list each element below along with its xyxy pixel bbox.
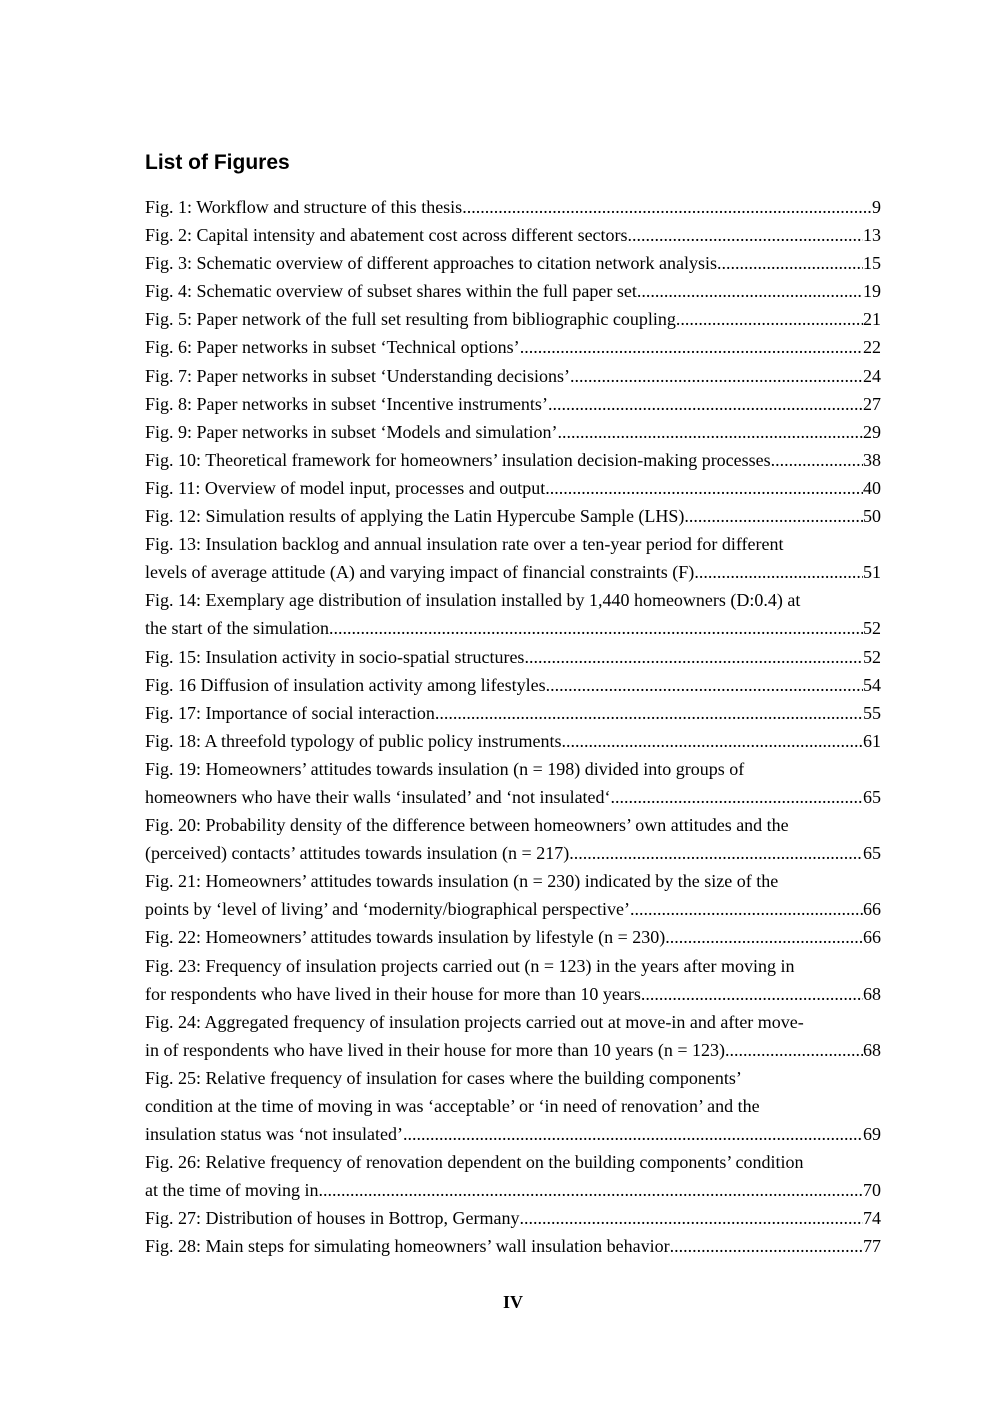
toc-entry-line: [145, 474, 881, 502]
toc-entry-text: Fig. 3: Schematic overview of different approaches to citation network analysis: [145, 253, 718, 274]
toc-page-number: 24: [863, 365, 881, 386]
dot-leader: [545, 474, 863, 502]
toc-page-number: 70: [863, 1180, 881, 1201]
toc-entry-text: Fig. 18: A threefold typology of public policy instruments: [145, 730, 562, 751]
list-of-figures: [145, 193, 881, 1261]
toc-entry-text: Fig. 23: Frequency of insulation projects carried out (n = 123) in the years after moving in: [145, 955, 795, 976]
toc-entry: [145, 923, 881, 951]
toc-page-number: 51: [863, 562, 881, 583]
toc-entry-line: [145, 1232, 881, 1260]
toc-entry: [145, 277, 881, 305]
toc-entry-line: [145, 1008, 881, 1036]
toc-entry-text: in of respondents who have lived in their house for more than 10 years (n = 123): [145, 1039, 726, 1060]
toc-entry-text: Fig. 5: Paper network of the full set resulting from bibliographic coupling: [145, 309, 676, 330]
toc-entry-line: [145, 783, 881, 811]
toc-entry-text: Fig. 2: Capital intensity and abatement cost across different sectors: [145, 225, 628, 246]
toc-entry-line: [145, 867, 881, 895]
toc-page-number: 65: [863, 786, 881, 807]
dot-leader: [520, 333, 863, 361]
toc-entry: [145, 755, 881, 811]
toc-entry: [145, 502, 881, 530]
dot-leader: [557, 418, 863, 446]
toc-page-number: 69: [863, 1124, 881, 1145]
toc-entry-line: [145, 839, 881, 867]
toc-entry-text: Fig. 27: Distribution of houses in Bottrop, Germany: [145, 1208, 520, 1229]
dot-leader: [570, 362, 863, 390]
toc-page-number: 9: [872, 197, 881, 217]
toc-page-number: 52: [863, 618, 881, 639]
toc-entry-text: Fig. 20: Probability density of the difference between homeowners’ own attitudes and the: [145, 815, 789, 836]
toc-entry: [145, 952, 881, 1008]
toc-page-number: 54: [863, 674, 881, 695]
toc-entry-text: Fig. 14: Exemplary age distribution of insulation installed by 1,440 homeowners (D:0.4) at: [145, 590, 801, 611]
toc-entry-text: Fig. 10: Theoretical framework for homeowners’ insulation decision-making processes: [145, 449, 771, 470]
toc-entry-line: [145, 586, 881, 614]
toc-entry-text: Fig. 28: Main steps for simulating homeowners’ wall insulation behavior: [145, 1236, 670, 1257]
toc-entry: [145, 699, 881, 727]
dot-leader: [435, 699, 863, 727]
toc-entry: [145, 418, 881, 446]
toc-entry-text: Fig. 12: Simulation results of applying the Latin Hypercube Sample (LHS): [145, 506, 685, 527]
toc-entry-text: Fig. 4: Schematic overview of subset shares within the full paper set: [145, 281, 637, 302]
toc-page-number: 50: [863, 506, 881, 527]
toc-page-number: 74: [863, 1208, 881, 1229]
toc-entry-text: Fig. 26: Relative frequency of renovation dependent on the building components’ condition: [145, 1152, 804, 1173]
toc-entry-line: [145, 446, 881, 474]
toc-page-number: 66: [863, 927, 881, 948]
toc-entry-text: Fig. 19: Homeowners’ attitudes towards insulation (n = 198) divided into groups of: [145, 758, 745, 779]
toc-entry: [145, 333, 881, 361]
toc-entry-line: [145, 811, 881, 839]
toc-entry-text: insulation status was ‘not insulated’: [145, 1124, 403, 1145]
dot-leader: [318, 1176, 863, 1204]
toc-page-number: 22: [863, 337, 881, 358]
toc-page-number: 15: [863, 253, 881, 274]
toc-entry-line: [145, 1036, 881, 1064]
dot-leader: [725, 1036, 863, 1064]
toc-entry-text: for respondents who have lived in their house for more than 10 years: [145, 983, 641, 1004]
folio-page-number: IV: [502, 1292, 523, 1312]
toc-entry: [145, 362, 881, 390]
dot-leader: [462, 193, 872, 221]
toc-entry-line: [145, 1120, 881, 1148]
toc-entry-line: [145, 221, 881, 249]
toc-entry-line: [145, 1176, 881, 1204]
toc-page-number: 55: [863, 702, 881, 723]
toc-entry: [145, 671, 881, 699]
toc-entry-text: points by ‘level of living’ and ‘modernity/biographical perspective’: [145, 899, 631, 920]
toc-entry-line: [145, 193, 881, 221]
toc-entry-line: [145, 1064, 881, 1092]
page-title: List of Figures: [145, 151, 290, 174]
dot-leader: [676, 305, 863, 333]
toc-page-number: 27: [863, 393, 881, 414]
toc-entry-line: [145, 558, 881, 586]
dot-leader: [637, 277, 863, 305]
toc-entry-text: Fig. 24: Aggregated frequency of insulation projects carried out at move-in and after move-: [145, 1011, 804, 1032]
page-content: [145, 150, 881, 1261]
dot-leader: [569, 839, 863, 867]
toc-entry-text: Fig. 22: Homeowners’ attitudes towards insulation by lifestyle (n = 230): [145, 927, 666, 948]
toc-entry: [145, 1148, 881, 1204]
toc-page-number: 66: [863, 899, 881, 920]
toc-entry-line: [145, 980, 881, 1008]
toc-entry-line: [145, 249, 881, 277]
toc-page-number: 68: [863, 983, 881, 1004]
dot-leader: [665, 923, 863, 951]
toc-entry-line: [145, 362, 881, 390]
toc-entry-line: [145, 614, 881, 642]
toc-entry-text: Fig. 21: Homeowners’ attitudes towards insulation (n = 230) indicated by the size of the: [145, 871, 779, 892]
toc-entry-line: [145, 923, 881, 951]
dot-leader: [670, 1232, 863, 1260]
dot-leader: [717, 249, 863, 277]
toc-entry: [145, 643, 881, 671]
toc-entry-line: [145, 952, 881, 980]
toc-entry-line: [145, 333, 881, 361]
toc-page-number: 29: [863, 421, 881, 442]
dot-leader: [561, 727, 863, 755]
toc-entry: [145, 1204, 881, 1232]
toc-page-number: 21: [863, 309, 881, 330]
toc-entry-line: [145, 277, 881, 305]
dot-leader: [630, 895, 863, 923]
toc-page-number: 77: [863, 1236, 881, 1257]
toc-entry: [145, 474, 881, 502]
dot-leader: [694, 558, 863, 586]
toc-entry: [145, 811, 881, 867]
toc-entry: [145, 1008, 881, 1064]
toc-page-number: 40: [863, 477, 881, 498]
toc-entry-line: [145, 895, 881, 923]
dot-leader: [548, 390, 863, 418]
toc-entry-text: Fig. 8: Paper networks in subset ‘Incentive instruments’: [145, 393, 548, 414]
toc-entry: [145, 1232, 881, 1260]
toc-entry-line: [145, 755, 881, 783]
toc-entry-line: [145, 1148, 881, 1176]
toc-page-number: 19: [863, 281, 881, 302]
toc-entry-text: Fig. 9: Paper networks in subset ‘Models and simulation’: [145, 421, 558, 442]
toc-entry-line: [145, 530, 881, 558]
toc-entry: [145, 390, 881, 418]
toc-entry: [145, 305, 881, 333]
toc-entry-text: Fig. 1: Workflow and structure of this thesis: [145, 197, 463, 217]
toc-entry-text: Fig. 7: Paper networks in subset ‘Understanding decisions’: [145, 365, 570, 386]
toc-entry: [145, 530, 881, 586]
toc-entry-text: condition at the time of moving in was ‘acceptable’ or ‘in need of renovation’ and the: [145, 1096, 760, 1116]
toc-page-number: 65: [863, 843, 881, 864]
toc-entry-text: the start of the simulation: [145, 618, 329, 639]
toc-entry-text: Fig. 6: Paper networks in subset ‘Technical options’: [145, 337, 520, 358]
toc-entry: [145, 586, 881, 642]
toc-entry-text: Fig. 16 Diffusion of insulation activity among lifestyles: [145, 674, 546, 695]
toc-entry-line: [145, 643, 881, 671]
dot-leader: [524, 643, 863, 671]
toc-entry-text: Fig. 11: Overview of model input, processes and output: [145, 477, 546, 498]
toc-entry: [145, 867, 881, 923]
dot-leader: [546, 671, 863, 699]
toc-entry-line: [145, 390, 881, 418]
toc-entry-text: homeowners who have their walls ‘insulated’ and ‘not insulated‘: [145, 786, 611, 807]
dot-leader: [641, 980, 863, 1008]
dot-leader: [519, 1204, 863, 1232]
toc-entry-line: [145, 699, 881, 727]
toc-entry: [145, 727, 881, 755]
toc-entry-text: (perceived) contacts’ attitudes towards insulation (n = 217): [145, 843, 570, 864]
toc-entry-text: levels of average attitude (A) and varying impact of financial constraints (F): [145, 562, 695, 583]
toc-entry-text: Fig. 25: Relative frequency of insulation for cases where the building components’: [145, 1067, 742, 1088]
dot-leader: [611, 783, 863, 811]
toc-entry-text: Fig. 13: Insulation backlog and annual insulation rate over a ten-year period for different: [145, 534, 784, 555]
dot-leader: [628, 221, 863, 249]
dot-leader: [684, 502, 863, 530]
toc-entry: [145, 249, 881, 277]
toc-page-number: 68: [863, 1039, 881, 1060]
toc-entry-line: [145, 671, 881, 699]
toc-entry-text: at the time of moving in: [145, 1180, 319, 1201]
toc-entry-line: [145, 1092, 881, 1120]
dot-leader: [771, 446, 863, 474]
toc-entry-line: [145, 727, 881, 755]
toc-entry: [145, 446, 881, 474]
toc-page-number: 52: [863, 646, 881, 667]
dot-leader: [329, 614, 863, 642]
toc-entry-line: [145, 1204, 881, 1232]
toc-entry-line: [145, 305, 881, 333]
toc-page-number: 61: [863, 730, 881, 751]
toc-entry: [145, 221, 881, 249]
toc-entry: [145, 193, 881, 221]
toc-entry-text: Fig. 17: Importance of social interaction: [145, 702, 435, 723]
toc-page-number: 38: [863, 449, 881, 470]
dot-leader: [403, 1120, 863, 1148]
toc-page-number: 13: [863, 225, 881, 246]
toc-entry-line: [145, 502, 881, 530]
toc-entry-line: [145, 418, 881, 446]
toc-entry: [145, 1064, 881, 1148]
toc-entry-text: Fig. 15: Insulation activity in socio-spatial structures: [145, 646, 525, 667]
